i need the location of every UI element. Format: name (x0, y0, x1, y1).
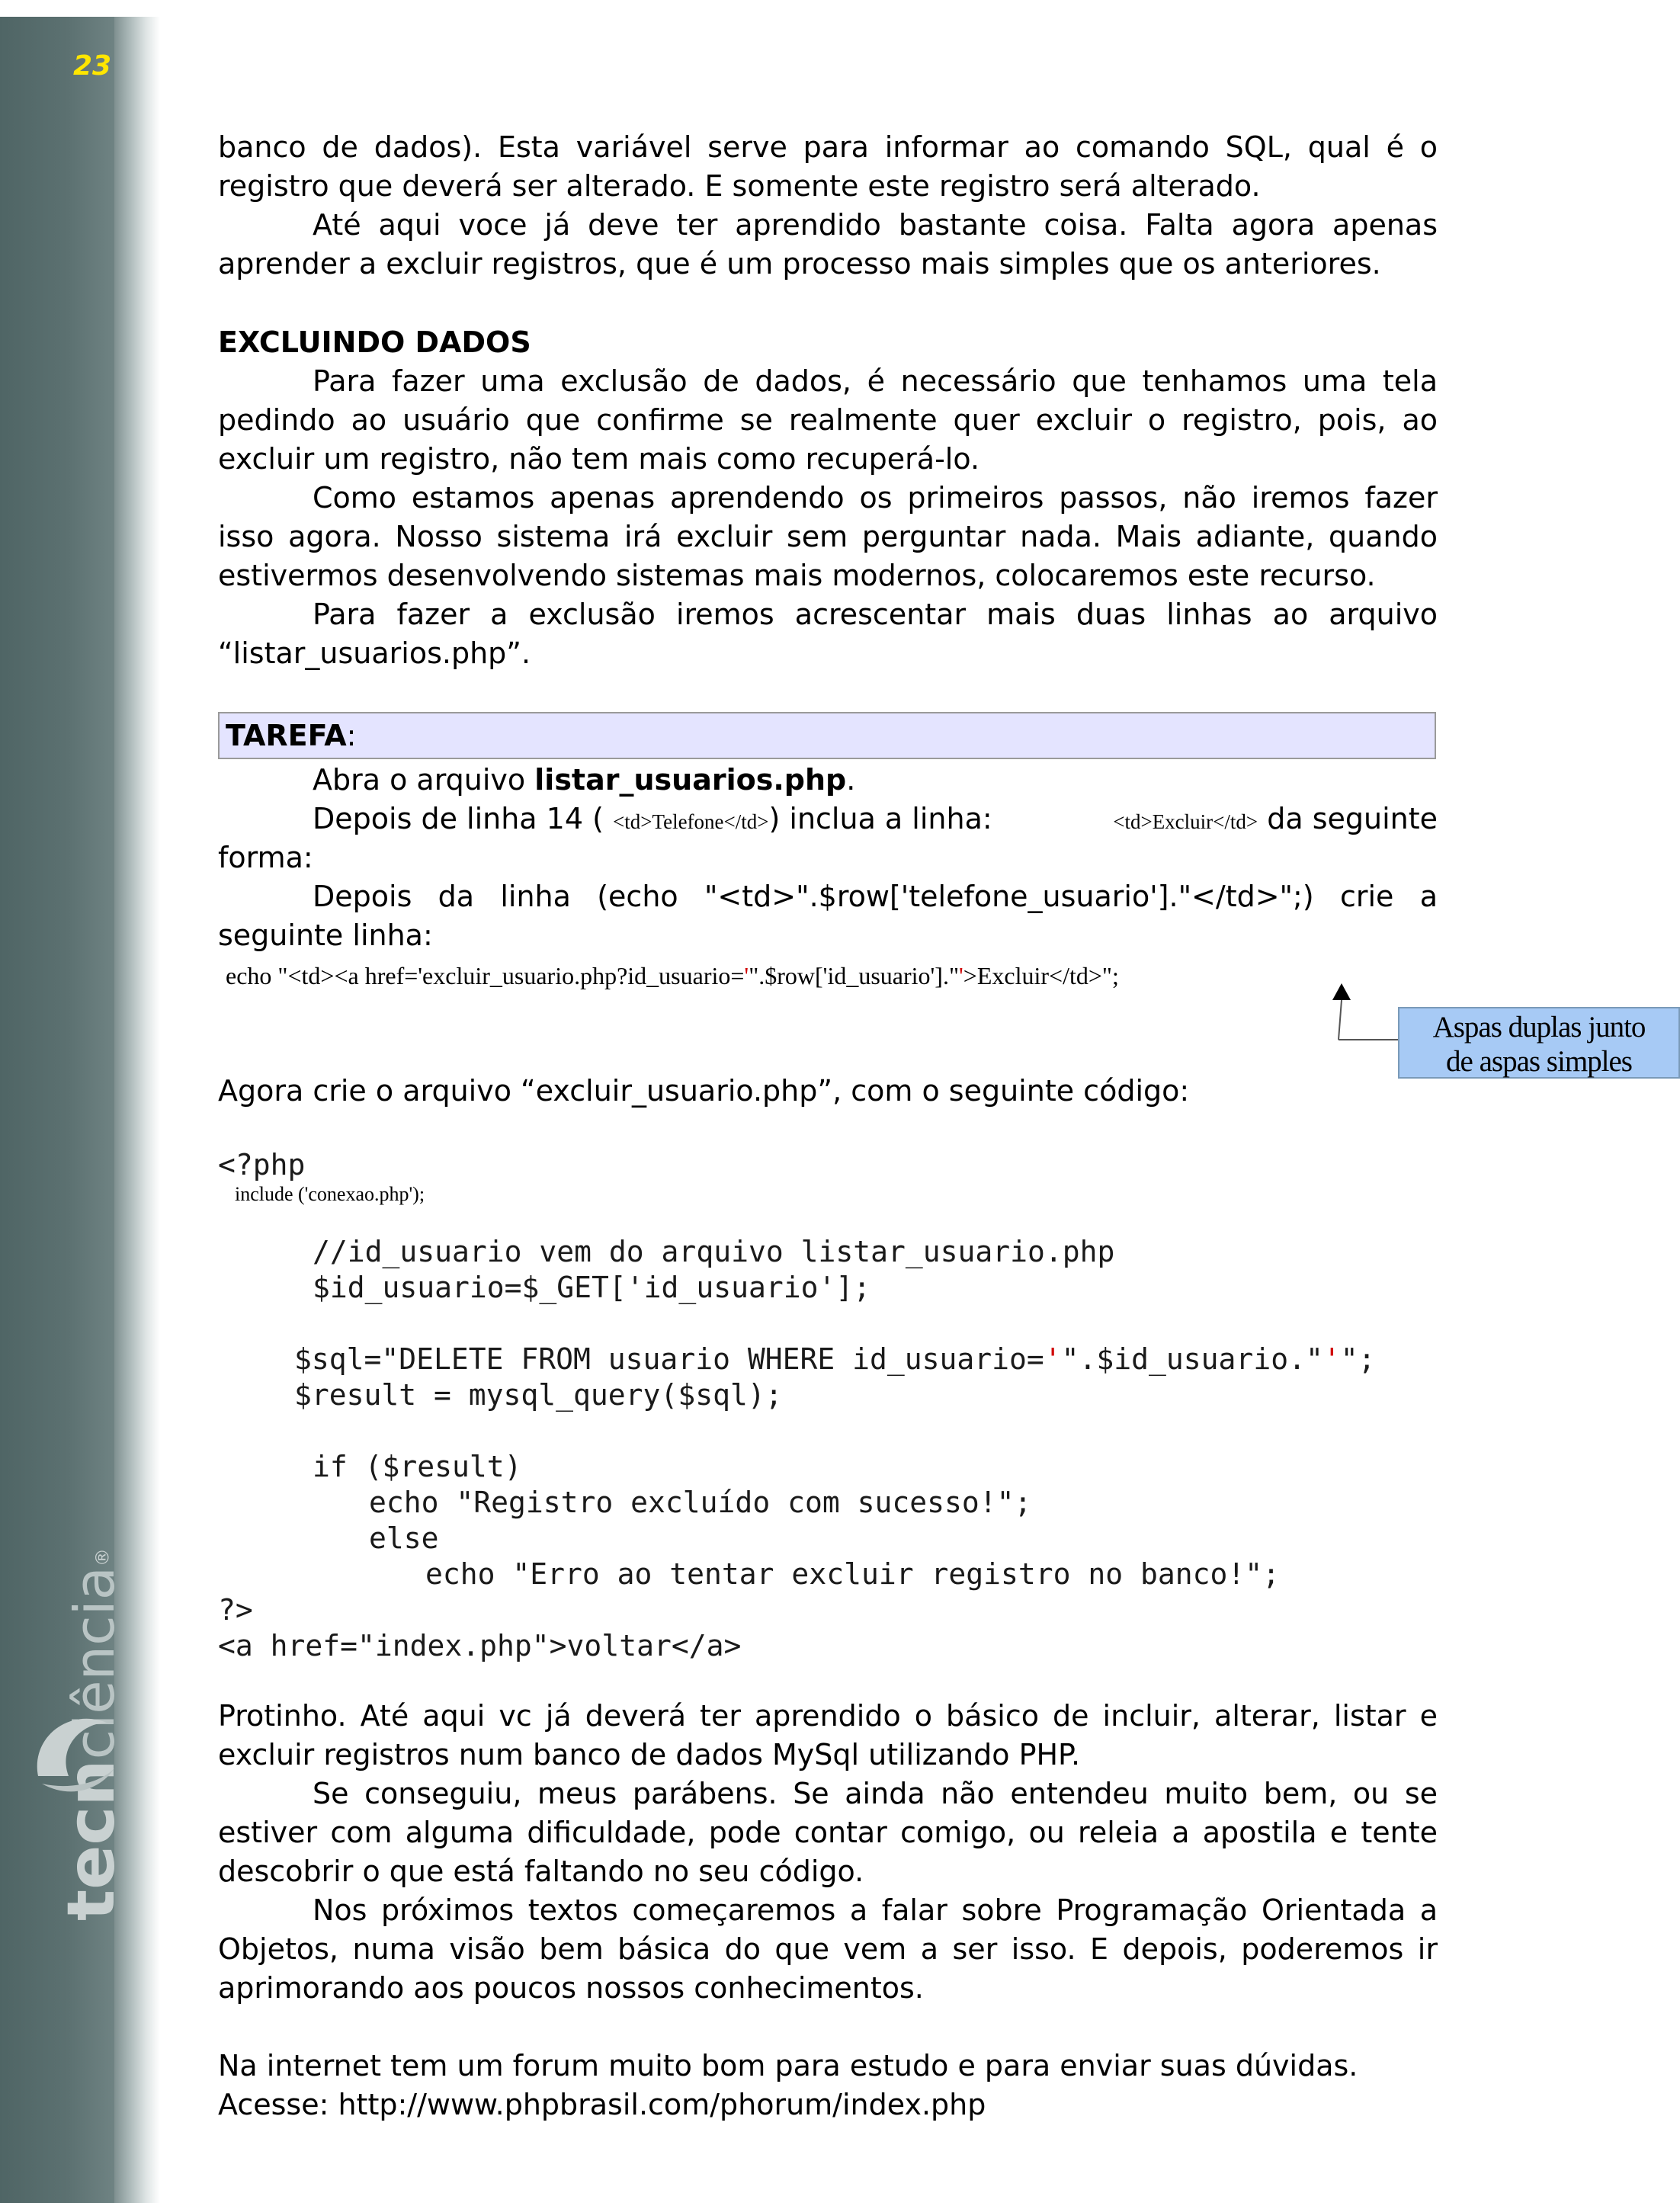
text-line: registro que deverá ser alterado. E somente este registro será alterado. (218, 169, 1261, 203)
text-line: aprender a excluir registros, que é um processo mais simples que os anteriores. (218, 247, 1381, 281)
text-line: Para fazer uma exclusão de dados, é necessário que tenhamos uma tela (313, 364, 1438, 398)
text-line: excluir um registro, não tem mais como recuperá-lo. (218, 442, 980, 476)
text-line: seguinte linha: (218, 919, 433, 952)
code-line: ?> (218, 1593, 253, 1627)
text-line: Até aqui voce já deve ter aprendido bastante coisa. Falta agora apenas (313, 208, 1438, 242)
logo-swirl-icon (23, 1692, 122, 1807)
text-line: isso agora. Nosso sistema irá excluir sem perguntar nada. Mais adiante, quando (218, 520, 1438, 553)
code-line: //id_usuario vem do arquivo listar_usuario.php (313, 1235, 1115, 1268)
text-line: Objetos, numa visão bem básica do que vem a ser isso. E depois, poderemos ir (218, 1932, 1438, 1966)
code-line: $sql="DELETE FROM usuario WHERE id_usuario='".$id_usuario."'"; (294, 1342, 1376, 1376)
text-line: estiver com alguma dificuldade, pode contar comigo, ou releia a apostila e tente (218, 1816, 1438, 1849)
text-line: “listar_usuarios.php”. (218, 636, 531, 670)
text-line: estivermos desenvolvendo sistemas mais modernos, colocaremos este recurso. (218, 559, 1376, 592)
tarefa-box (218, 712, 1436, 759)
code-line: include ('conexao.php'); (235, 1183, 425, 1205)
text-line: Para fazer a exclusão iremos acrescentar mais duas linhas ao arquivo (313, 598, 1438, 631)
code-line: $id_usuario=$_GET['id_usuario']; (313, 1271, 871, 1304)
echo-code-line: echo "<td><a href='excluir_usuario.php?id_usuario='".$row['id_usuario']."'>Excluir</td>"; (226, 962, 1119, 989)
code-line: <a href="index.php">voltar</a> (218, 1629, 742, 1662)
section-heading: EXCLUINDO DADOS (218, 325, 531, 359)
text-line: Como estamos apenas aprendendo os primeiros passos, não iremos fazer (313, 481, 1438, 515)
code-line: $result = mysql_query($sql); (294, 1378, 783, 1412)
code-line: echo "Erro ao tentar excluir registro no banco!"; (425, 1557, 1281, 1591)
code-line: <?php (218, 1148, 306, 1181)
text-line: excluir registros num banco de dados MySql utilizando PHP. (218, 1738, 1081, 1771)
code-line: if ($result) (313, 1450, 522, 1483)
tarefa-label: TAREFA: (226, 719, 357, 752)
text-line: aprimorando aos poucos nossos conhecimentos. (218, 1971, 924, 2005)
code-intro: Agora crie o arquivo “excluir_usuario.php”, com o seguinte código: (218, 1074, 1190, 1108)
logo-bold: tecn (53, 1759, 130, 1921)
logo-light: ciência (63, 1566, 127, 1760)
callout-note: Aspas duplas junto de aspas simples (1398, 1007, 1680, 1079)
text-line: banco de dados). Esta variável serve para informar ao comando SQL, qual é o (218, 130, 1438, 164)
tarefa-step-2: Depois de linha 14 ( <td>Telefone</td>) inclua a linha: <td>Excluir</td> da seguinte (313, 802, 1438, 835)
text-line: Nos próximos textos começaremos a falar sobre Programação Orientada a (313, 1893, 1438, 1927)
text-line: Na internet tem um forum muito bom para estudo e para enviar suas dúvidas. (218, 2049, 1358, 2082)
callout-arrow-icon (1316, 976, 1377, 1044)
text-line: descobrir o que está faltando no seu código. (218, 1855, 864, 1888)
text-line: pedindo ao usuário que confirme se realmente quer excluir o registro, pois, ao (218, 403, 1438, 437)
page-number: 23 (73, 50, 112, 82)
tarefa-step-open: Abra o arquivo listar_usuarios.php. (313, 763, 856, 797)
tarefa-step-3: Depois da linha (echo "<td>".$row['telefone_usuario']."</td>";) crie a (313, 880, 1438, 913)
text-line: forma: (218, 841, 313, 874)
logo-registered: ® (91, 1548, 114, 1567)
code-line: echo "Registro excluído com sucesso!"; (369, 1486, 1032, 1519)
text-line: Se conseguiu, meus parábens. Se ainda não entendeu muito bem, ou se (313, 1777, 1438, 1810)
text-line: Protinho. Até aqui vc já deverá ter aprendido o básico de incluir, alterar, listar e (218, 1699, 1438, 1733)
forum-link-line: Acesse: http://www.phpbrasil.com/phorum/index.php (218, 2088, 986, 2121)
code-line: else (369, 1521, 439, 1555)
